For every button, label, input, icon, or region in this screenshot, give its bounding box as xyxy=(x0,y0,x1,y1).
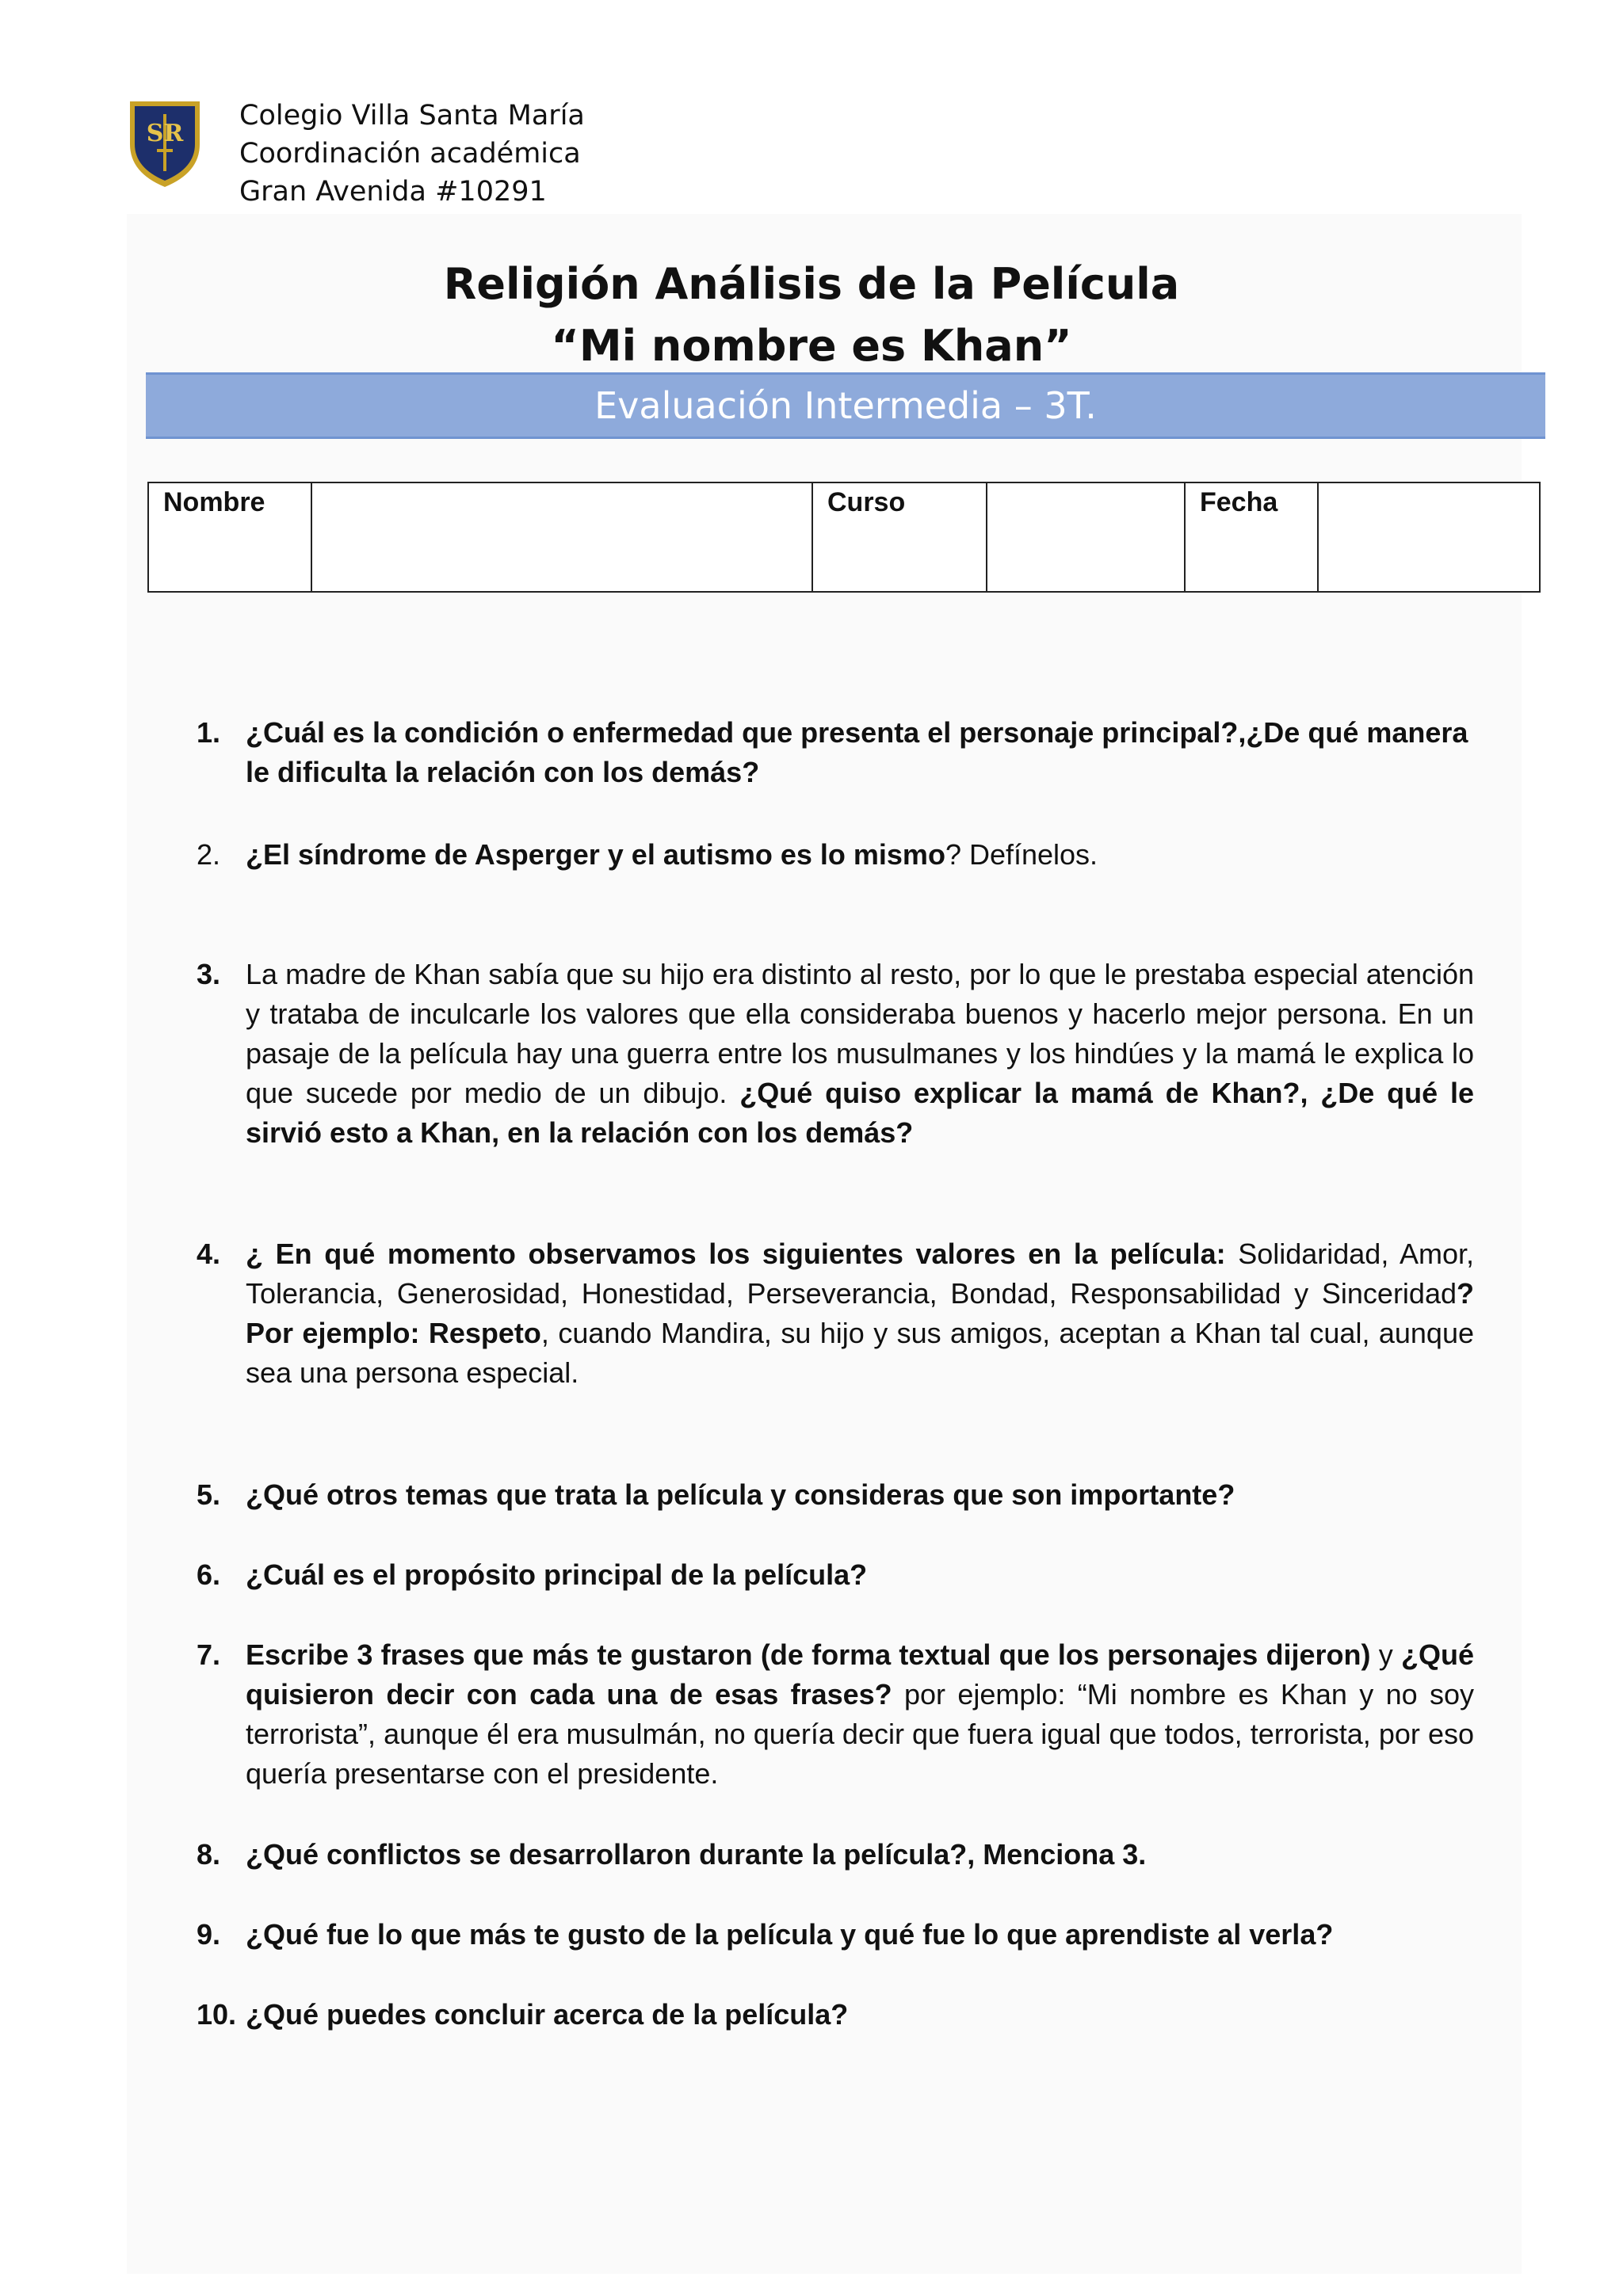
question-number: 8. xyxy=(197,1838,221,1871)
question-text-regular: ? Defínelos. xyxy=(945,838,1098,871)
question-text-bold: Escribe 3 frases que más te gustaron (de forma textual que los personajes dijeron) xyxy=(246,1638,1371,1671)
date-field[interactable] xyxy=(1318,482,1540,592)
question-text xyxy=(246,1234,1474,1393)
question-number: 6. xyxy=(197,1558,221,1591)
question-text-regular: y xyxy=(1370,1638,1401,1671)
question-text xyxy=(246,1475,1474,1515)
question-text xyxy=(246,1835,1474,1875)
question-text xyxy=(246,713,1474,792)
question-item xyxy=(197,1835,1474,1875)
question-text-bold: ¿Qué quiso explicar la mamá de Khan?, ¿De qué le sirvió esto a Khan, en la relación con los demás? xyxy=(246,1077,1475,1149)
question-number: 3. xyxy=(197,958,221,990)
date-label: Fecha xyxy=(1185,482,1318,592)
evaluation-banner: Evaluación Intermedia – 3T. xyxy=(146,372,1545,439)
movie-title: “Mi nombre es Khan” xyxy=(551,321,1072,371)
course-field[interactable] xyxy=(987,482,1185,592)
question-text-regular: Solidaridad, Amor, Tolerancia, Generosidad, Honestidad, Perseverancia, Bondad, Responsabilidad y Sinceridad xyxy=(246,1238,1474,1310)
school-logo-shield-icon xyxy=(125,95,204,190)
question-text-bold: ¿Qué fue lo que más te gusto de la película y qué fue lo que aprendiste al verla? xyxy=(246,1918,1334,1951)
question-item xyxy=(197,1555,1474,1595)
question-number: 9. xyxy=(197,1918,221,1951)
question-item xyxy=(197,955,1474,1153)
question-item xyxy=(197,713,1474,792)
course-label: Curso xyxy=(812,482,987,592)
school-info xyxy=(239,97,585,211)
name-label: Nombre xyxy=(148,482,311,592)
question-text xyxy=(246,1635,1474,1794)
question-text xyxy=(246,955,1474,1153)
question-text-bold: ¿Cuál es el propósito principal de la película? xyxy=(246,1558,868,1591)
question-text-regular: , cuando Mandira, su hijo y sus amigos, aceptan a Khan tal cual, aunque sea una persona especial. xyxy=(246,1317,1475,1389)
question-text xyxy=(246,1915,1474,1955)
question-text-bold: ¿Qué quisieron decir con cada una de esas frases? xyxy=(246,1638,1474,1711)
question-text xyxy=(246,1995,1474,2035)
question-text-bold: ¿Qué otros temas que trata la película y consideras que son importante? xyxy=(246,1478,1235,1511)
question-text-regular: por ejemplo: “Mi nombre es Khan y no soy terrorista”, aunque él era musulmán, no quería decir que fuera igual que todos, terrorista, por eso quería presentarse con el presidente. xyxy=(246,1678,1474,1790)
question-item xyxy=(197,1475,1474,1515)
question-item xyxy=(197,1995,1474,2035)
question-item xyxy=(197,835,1474,875)
question-item xyxy=(197,1635,1474,1794)
question-text-bold: ? Por ejemplo: Respeto xyxy=(246,1277,1474,1349)
question-text-regular: La madre de Khan sabía que su hijo era distinto al resto, por lo que le prestaba especial atención y trataba de inculcarle los valores que ella consideraba buenos y hacerlo mejor persona. En un pasaje de la película hay una guerra entre los musulmanes y los hindúes y la mamá le explica lo que sucede por medio de un dibujo. xyxy=(246,958,1474,1109)
question-text-bold: ¿Qué puedes concluir acerca de la película? xyxy=(246,1998,849,2031)
question-number: 4. xyxy=(197,1238,221,1270)
student-info-table xyxy=(147,482,1541,593)
page-title: Religión Análisis de la Película xyxy=(443,259,1180,309)
question-number: 2. xyxy=(197,838,221,871)
question-number: 5. xyxy=(197,1478,221,1511)
question-text-bold: ¿El síndrome de Asperger y el autismo es lo mismo xyxy=(246,838,945,871)
question-item xyxy=(197,1915,1474,1955)
question-text xyxy=(246,1555,1474,1595)
school-address: Gran Avenida #10291 xyxy=(239,176,547,208)
name-field[interactable] xyxy=(311,482,812,592)
question-number: 1. xyxy=(197,716,221,749)
school-name: Colegio Villa Santa María xyxy=(239,100,585,132)
svg-text:SR: SR xyxy=(146,120,184,147)
question-text-bold: ¿Qué conflictos se desarrollaron durante la película?, Menciona 3. xyxy=(246,1838,1147,1871)
question-item xyxy=(197,1234,1474,1393)
question-text-bold: ¿Cuál es la condición o enfermedad que presenta el personaje principal?,¿De qué manera le dificulta la relación con los demás? xyxy=(246,716,1468,788)
question-text xyxy=(246,835,1474,875)
question-number: 10. xyxy=(197,1998,237,2031)
question-number: 7. xyxy=(197,1638,221,1671)
school-department: Coordinación académica xyxy=(239,138,581,170)
question-text-bold: ¿ En qué momento observamos los siguientes valores en la película: xyxy=(246,1238,1226,1270)
